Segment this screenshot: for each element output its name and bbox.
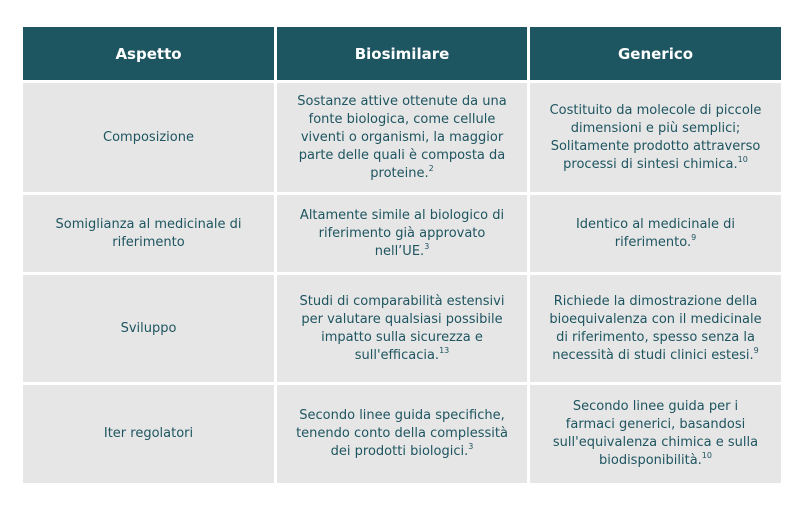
generic-cell	[530, 195, 781, 272]
header-row	[23, 27, 781, 80]
table-row	[23, 385, 781, 483]
footnote-ref: 3	[468, 442, 474, 451]
biosimilar-cell	[277, 275, 527, 382]
footnote-ref: 9	[753, 345, 759, 355]
generic-cell	[530, 385, 781, 483]
aspect-cell: Sviluppo	[23, 275, 274, 382]
cell-text: Identico al medicinale di riferimento.	[575, 216, 736, 250]
cell-text: Richiede la dimostrazione della bioequivalenza con il medicinale di riferimento, spesso senza la necessità di studi clinici estesi.	[549, 293, 762, 363]
footnote-ref: 2	[428, 163, 434, 173]
biosimilar-cell	[277, 83, 527, 192]
header-aspetto: Aspetto	[23, 27, 274, 80]
cell-text: Secondo linee guida per i farmaci generici, basandosi sull'equivalenza chimica e sulla biodisponibilità.	[552, 399, 759, 468]
footnote-ref: 13	[439, 345, 450, 355]
aspect-cell: Composizione	[23, 83, 274, 192]
cell-text: Studi di comparabilità estensivi per valutare qualsiasi possibile impatto sulla sicurezza e sull'efficacia.	[299, 293, 505, 363]
biosimilar-cell	[277, 385, 527, 483]
table-row	[23, 195, 781, 272]
header-generico: Generico	[530, 27, 781, 80]
aspect-cell: Somiglianza al medicinale di riferimento	[23, 195, 274, 272]
header-biosimilare: Biosimilare	[277, 27, 527, 80]
generic-cell	[530, 83, 781, 192]
cell-text: Sostanze attive ottenute da una fonte biologica, come cellule viventi o organismi, la maggior parte delle quali è composta da proteine.	[297, 93, 507, 181]
cell-text: Costituito da molecole di piccole dimensioni e più semplici; Solitamente prodotto attraverso processi di sintesi chimica.	[549, 102, 762, 172]
aspect-cell: Iter regolatori	[23, 385, 274, 483]
cell-text: Altamente simile al biologico di riferimento già approvato nell’UE.	[299, 207, 505, 259]
cell-text: Secondo linee guida specifiche, tenendo conto della complessità dei prodotti biologici.	[296, 408, 508, 459]
footnote-ref: 10	[701, 451, 712, 460]
footnote-ref: 3	[424, 241, 430, 251]
table-row	[23, 83, 781, 192]
generic-cell	[530, 275, 781, 382]
table-row	[23, 275, 781, 382]
biosimilar-cell	[277, 195, 527, 272]
comparison-table	[23, 27, 781, 483]
footnote-ref: 10	[737, 154, 748, 164]
footnote-ref: 9	[691, 232, 697, 242]
